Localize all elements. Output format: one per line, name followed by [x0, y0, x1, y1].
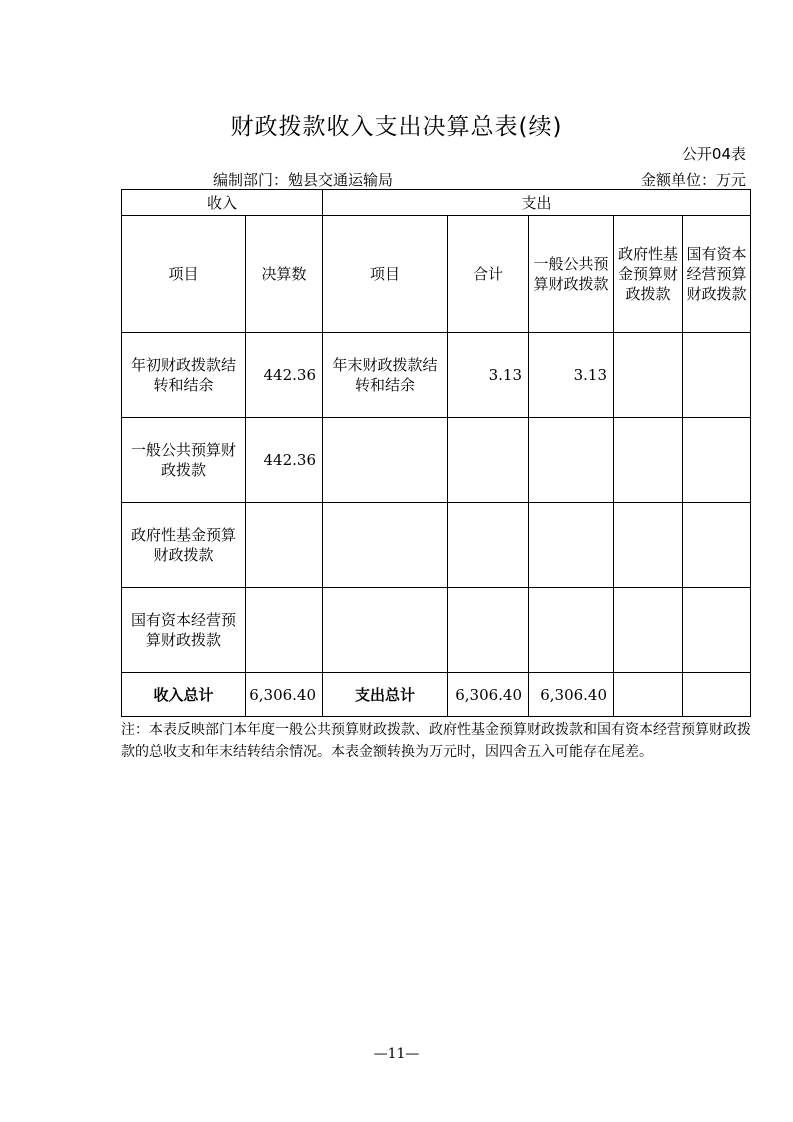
- expense-general: [529, 588, 614, 673]
- income-item: 政府性基金预算财政拨款: [122, 503, 246, 588]
- expense-total-state-capital: [683, 673, 751, 717]
- table-note: 注：本表反映部门本年度一般公共预算财政拨款、政府性基金预算财政拨款和国有资本经营预算财政拨款的总收支和年末结转结余情况。本表金额转换为万元时，因四舍五入可能存在尾差。: [121, 722, 751, 760]
- expense-total-gov-fund: [614, 673, 683, 717]
- income-item: 国有资本经营预算财政拨款: [122, 588, 246, 673]
- income-item: 年初财政拨款结转和结余: [122, 333, 246, 418]
- col-header-income-amount: 决算数: [246, 216, 323, 333]
- expense-item: [323, 588, 448, 673]
- expense-gov-fund: [614, 333, 683, 418]
- compiling-department: 编制部门：勉县交通运输局: [213, 171, 394, 189]
- col-header-expense-item: 项目: [323, 216, 448, 333]
- expense-total: [448, 503, 529, 588]
- expense-total-label: 支出总计: [323, 673, 448, 717]
- col-header-income-item: 项目: [122, 216, 246, 333]
- expense-state-capital: [683, 333, 751, 418]
- expense-item: 年末财政拨款结转和结余: [323, 333, 448, 418]
- expense-gov-fund: [614, 418, 683, 503]
- expense-state-capital: [683, 588, 751, 673]
- income-total-label: 收入总计: [122, 673, 246, 717]
- page-title: 财政拨款收入支出决算总表(续): [230, 114, 563, 140]
- col-header-general-budget: 一般公共预算财政拨款: [529, 216, 614, 333]
- expense-item: [323, 418, 448, 503]
- expense-general: [529, 418, 614, 503]
- table-row: [122, 418, 751, 503]
- header-row-top: [122, 190, 751, 216]
- income-amount: [246, 503, 323, 588]
- expense-total: 3.13: [448, 333, 529, 418]
- amount-unit: 金额单位：万元: [640, 171, 746, 189]
- table-row: [122, 588, 751, 673]
- expense-general: [529, 503, 614, 588]
- expense-header: 支出: [323, 190, 751, 216]
- income-total-amount: 6,306.40: [246, 673, 323, 717]
- expense-general: 3.13: [529, 333, 614, 418]
- table-row: [122, 333, 751, 418]
- form-code: 公开04表: [681, 145, 746, 163]
- expense-total: [448, 418, 529, 503]
- page-number: —11—: [373, 1046, 420, 1062]
- budget-table: [121, 189, 751, 717]
- expense-total: [448, 588, 529, 673]
- income-amount: 442.36: [246, 418, 323, 503]
- income-amount: [246, 588, 323, 673]
- expense-item: [323, 503, 448, 588]
- header-row-columns: [122, 216, 751, 333]
- income-amount: 442.36: [246, 333, 323, 418]
- expense-state-capital: [683, 503, 751, 588]
- col-header-state-capital: 国有资本经营预算财政拨款: [683, 216, 751, 333]
- income-header: 收入: [122, 190, 323, 216]
- expense-gov-fund: [614, 503, 683, 588]
- income-item: 一般公共预算财政拨款: [122, 418, 246, 503]
- expense-gov-fund: [614, 588, 683, 673]
- expense-total-general: 6,306.40: [529, 673, 614, 717]
- totals-row: [122, 673, 751, 717]
- col-header-total: 合计: [448, 216, 529, 333]
- expense-total-amount: 6,306.40: [448, 673, 529, 717]
- table-row: [122, 503, 751, 588]
- col-header-gov-fund: 政府性基金预算财政拨款: [614, 216, 683, 333]
- expense-state-capital: [683, 418, 751, 503]
